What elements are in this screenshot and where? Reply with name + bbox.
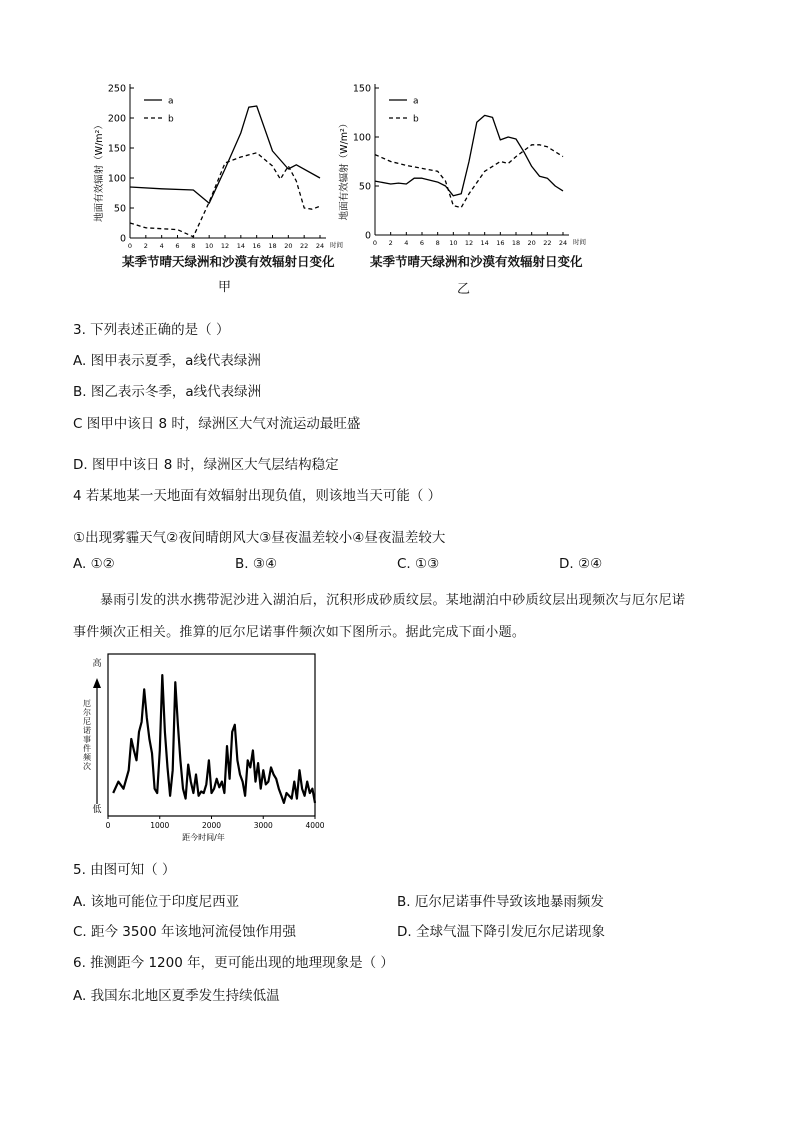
chart-enso-frequency <box>78 648 338 842</box>
jia-x-tick-label: 4 <box>159 242 164 250</box>
jia-x-tick-label: 14 <box>236 242 245 250</box>
chart-jia-label: 甲 <box>218 280 232 295</box>
jia-x-tick-label: 22 <box>300 242 309 250</box>
jia-y-tick-label: 150 <box>107 143 126 155</box>
yi-x-tick-label: 18 <box>511 239 521 247</box>
jia-x-tick-label: 10 <box>205 242 214 250</box>
jia-y-tick-label: 250 <box>107 83 126 95</box>
jia-x-tick-label: 20 <box>284 242 293 250</box>
jia-x-tick-label: 8 <box>191 242 196 250</box>
jia-legend-b-label: b <box>168 114 174 125</box>
jia-series-a-line <box>130 106 320 203</box>
yi-x-tick-label: 16 <box>496 239 505 247</box>
question-5-option-c: C. 距今 3500 年该地河流侵蚀作用强 <box>73 924 296 940</box>
yi-x-tick-label: 22 <box>543 239 552 247</box>
question-4-option-a: A. ①② <box>73 556 115 572</box>
jia-x-tick-label: 16 <box>252 242 261 250</box>
question-4-items: ①出现雾霾天气②夜间晴朗风大③昼夜温差较小④昼夜温差较大 <box>73 530 446 546</box>
question-3-option-c: C 图甲中该日 8 时，绿洲区大气对流运动最旺盛 <box>73 416 361 432</box>
yi-x-tick-label: 6 <box>419 239 425 247</box>
yi-y-tick-label: 100 <box>352 132 371 144</box>
enso-y-label-char: 尼 <box>83 717 91 726</box>
yi-x-tick-label: 2 <box>388 239 393 247</box>
yi-x-tick-label: 8 <box>435 239 440 247</box>
enso-x-tick-label: 1000 <box>150 821 170 830</box>
yi-x-tick-label: 0 <box>372 239 378 247</box>
enso-y-label-char: 厄 <box>83 699 91 708</box>
yi-y-tick-label: 150 <box>352 83 371 95</box>
enso-y-arrow-head <box>93 678 101 688</box>
yi-x-tick-label: 10 <box>449 239 458 247</box>
jia-x-tick-label: 18 <box>268 242 277 250</box>
question-6-option-a: A. 我国东北地区夏季发生持续低温 <box>73 988 280 1004</box>
chart-jia-caption: 某季节晴天绿洲和沙漠有效辐射日变化 <box>122 254 335 269</box>
chart-jia <box>90 78 352 250</box>
enso-x-label: 距今时间/年 <box>182 833 225 842</box>
jia-y-tick-label: 100 <box>107 173 126 185</box>
yi-y-tick-label: 0 <box>364 230 371 242</box>
enso-y-label-char: 件 <box>83 744 91 753</box>
passage-line-2: 事件频次正相关。推算的厄尔尼诺事件频次如下图所示。据此完成下面小题。 <box>73 625 526 640</box>
yi-x-tick-label: 20 <box>527 239 536 247</box>
yi-series-b-line <box>375 145 563 208</box>
jia-x-tick-label: 0 <box>127 242 133 250</box>
enso-x-tick-label: 0 <box>105 821 111 830</box>
jia-x-tick-label: 12 <box>220 242 230 250</box>
question-3-option-d: D. 图甲中该日 8 时，绿洲区大气层结构稳定 <box>73 457 339 473</box>
question-6-stem: 6. 推测距今 1200 年，更可能出现的地理现象是（ ） <box>73 955 394 971</box>
question-4-option-c: C. ①③ <box>397 556 440 572</box>
enso-y-low-label: 低 <box>92 805 102 815</box>
enso-x-tick-label: 4000 <box>305 821 325 830</box>
jia-x-tick-label: 2 <box>143 242 148 250</box>
yi-x-tick-label: 24 <box>558 239 568 247</box>
yi-y-tick-label: 50 <box>358 181 371 193</box>
question-5-option-b: B. 厄尔尼诺事件导致该地暴雨频发 <box>397 894 604 910</box>
jia-y-tick-label: 0 <box>119 233 126 245</box>
yi-x-tick-label: 14 <box>480 239 489 247</box>
enso-y-label-char: 次 <box>83 762 91 771</box>
enso-x-tick-label: 2000 <box>201 821 222 830</box>
passage-line-1: 暴雨引发的洪水携带泥沙进入湖泊后，沉积形成砂质纹层。某地湖泊中砂质纹层出现频次与厄尔尼诺 <box>100 593 686 608</box>
yi-legend-a-label: a <box>413 96 419 107</box>
yi-x-unit: 时间 <box>573 238 586 246</box>
jia-x-tick-label: 6 <box>175 242 180 250</box>
enso-y-label-char: 事 <box>83 735 91 744</box>
chart-yi-label: 乙 <box>457 282 471 297</box>
enso-frequency-line <box>113 675 315 803</box>
enso-y-high-label: 高 <box>92 659 102 669</box>
jia-x-unit: 时间 <box>330 241 343 249</box>
yi-x-tick-label: 12 <box>464 239 474 247</box>
yi-series-a-line <box>375 115 563 195</box>
enso-x-tick-label: 3000 <box>253 821 273 830</box>
question-5-option-a: A. 该地可能位于印度尼西亚 <box>73 894 240 910</box>
yi-x-tick-label: 4 <box>404 239 409 247</box>
enso-y-label-char: 诺 <box>83 726 91 735</box>
chart-yi-caption: 某季节晴天绿洲和沙漠有效辐射日变化 <box>370 254 583 269</box>
chart-yi <box>339 78 596 250</box>
question-4-option-d: D. ②④ <box>559 556 603 572</box>
jia-x-tick-label: 24 <box>315 242 325 250</box>
question-4-stem: 4 若某地某一天地面有效辐射出现负值，则该地当天可能（ ） <box>73 488 442 504</box>
question-3-option-a: A. 图甲表示夏季，a线代表绿洲 <box>73 353 261 369</box>
yi-y-label: 地面有效辐射（W/m²） <box>339 118 350 221</box>
jia-y-label: 地面有效辐射（W/m²） <box>94 120 105 222</box>
question-4-option-b: B. ③④ <box>235 556 278 572</box>
jia-y-tick-label: 50 <box>113 203 126 215</box>
jia-series-b-line <box>130 153 320 237</box>
question-5-option-d: D. 全球气温下降引发厄尔尼诺现象 <box>397 924 605 940</box>
yi-legend-b-label: b <box>413 114 419 125</box>
question-3-stem: 3. 下列表述正确的是（ ） <box>73 322 230 338</box>
question-3-option-b: B. 图乙表示冬季，a线代表绿洲 <box>73 384 262 400</box>
enso-y-label-char: 尔 <box>83 708 91 717</box>
jia-y-tick-label: 200 <box>107 113 126 125</box>
enso-y-label-char: 频 <box>83 753 91 762</box>
jia-legend-a-label: a <box>168 96 174 107</box>
question-5-stem: 5. 由图可知（ ） <box>73 862 176 878</box>
